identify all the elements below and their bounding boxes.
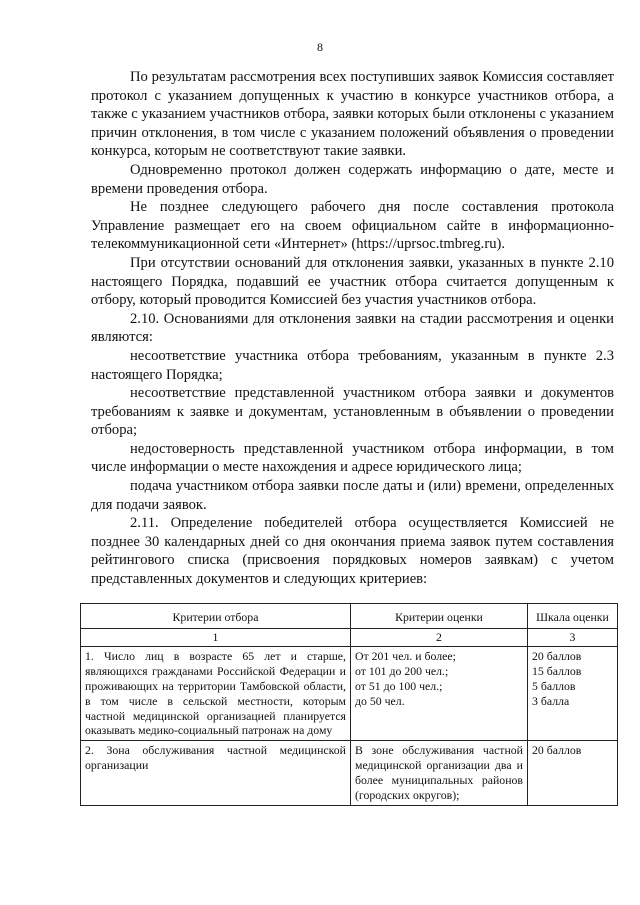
document-body	[91, 68, 614, 589]
header-cell: Критерии отбора	[81, 604, 351, 629]
evaluation-cell	[351, 741, 528, 806]
paragraph: Не позднее следующего рабочего дня после составления протокола Управление размещает его на своем официальном сайте в информационно-телекоммуникационной сети «Интернет» (https://uprsoc.tmbreg.ru).	[91, 199, 614, 253]
table-row	[81, 741, 618, 806]
scale-value: 20 баллов	[532, 648, 582, 663]
paragraph: недостоверность представленной участником отбора информации, в том числе информации о месте нахождения и адресе юридического лица;	[91, 440, 614, 476]
scale-value: 20 баллов	[532, 743, 582, 758]
paragraph: 2.11. Определение победителей отбора осуществляется Комиссией не позднее 30 календарных дней со дня окончания приема заявок путем составления рейтингового списка (присвоения порядковых номеров заявкам) с учетом представленных документов и следующих критериев:	[91, 515, 614, 588]
evaluation-line: От 201 чел. и более;	[355, 648, 456, 663]
evaluation-line: от 51 до 100 чел.;	[355, 678, 443, 693]
column-number: 1	[81, 628, 351, 646]
criterion-cell	[81, 741, 351, 806]
paragraph: подача участником отбора заявки после даты и (или) времени, определенных для подачи заявок.	[91, 478, 614, 513]
paragraph: 2.10. Основаниями для отклонения заявки на стадии рассмотрения и оценки являются:	[91, 310, 614, 346]
evaluation-cell	[351, 646, 528, 740]
evaluation-line: до 50 чел.	[355, 693, 405, 708]
scale-cell	[528, 741, 618, 806]
paragraph: По результатам рассмотрения всех поступивших заявок Комиссия составляет протокол с указанием допущенных к участию в конкурсе участников отбора, а также с указанием участников отбора, заявки которых были отклонены с указанием причин отклонения, в том числе с указанием положений объявления о проведении конкурса, которым не соответствуют такие заявки.	[91, 69, 614, 160]
column-number: 3	[528, 628, 618, 646]
header-cell: Критерии оценки	[351, 604, 528, 629]
paragraph: Одновременно протокол должен содержать информацию о дате, месте и времени проведения отбора.	[91, 161, 614, 197]
table-header-row	[81, 604, 618, 629]
paragraph: При отсутствии оснований для отклонения заявки, указанных в пункте 2.10 настоящего Порядка, подавший ее участник отбора считается допущенным к отбору, который проводится Комиссией без участия участников отбора.	[91, 254, 614, 309]
scale-value: 15 баллов	[532, 663, 582, 678]
header-cell: Шкала оценки	[528, 604, 618, 629]
scale-value: 5 баллов	[532, 678, 576, 693]
page-number: 8	[317, 40, 323, 54]
table-row	[81, 646, 618, 740]
paragraph: несоответствие участника отбора требованиям, указанным в пункте 2.3 настоящего Порядка;	[91, 347, 614, 383]
paragraph: несоответствие представленной участником отбора заявки и документов требованиям к заявке и документам, установленным в объявлении о проведении отбора;	[91, 385, 614, 439]
scale-cell	[528, 646, 618, 740]
column-number-row	[81, 628, 618, 646]
column-number: 2	[351, 628, 528, 646]
evaluation-line: от 101 до 200 чел.;	[355, 663, 449, 678]
scale-value: 3 балла	[532, 693, 570, 708]
criterion-cell	[81, 646, 351, 740]
criterion-text: 2. Зона обслуживания частной медицинской организации	[85, 743, 346, 773]
criteria-table	[80, 603, 618, 806]
evaluation-line: В зоне обслуживания частной медицинской организации два и более муниципальных районов (городских округов);	[355, 743, 523, 803]
criterion-text: 1. Число лиц в возрасте 65 лет и старше, являющихся гражданами Российской Федерации и проживающих на территории Тамбовской области, в том числе в сельской местности, которым частной медицинской организацией планируется оказывать медико-социальный патронаж на дому	[85, 648, 346, 738]
